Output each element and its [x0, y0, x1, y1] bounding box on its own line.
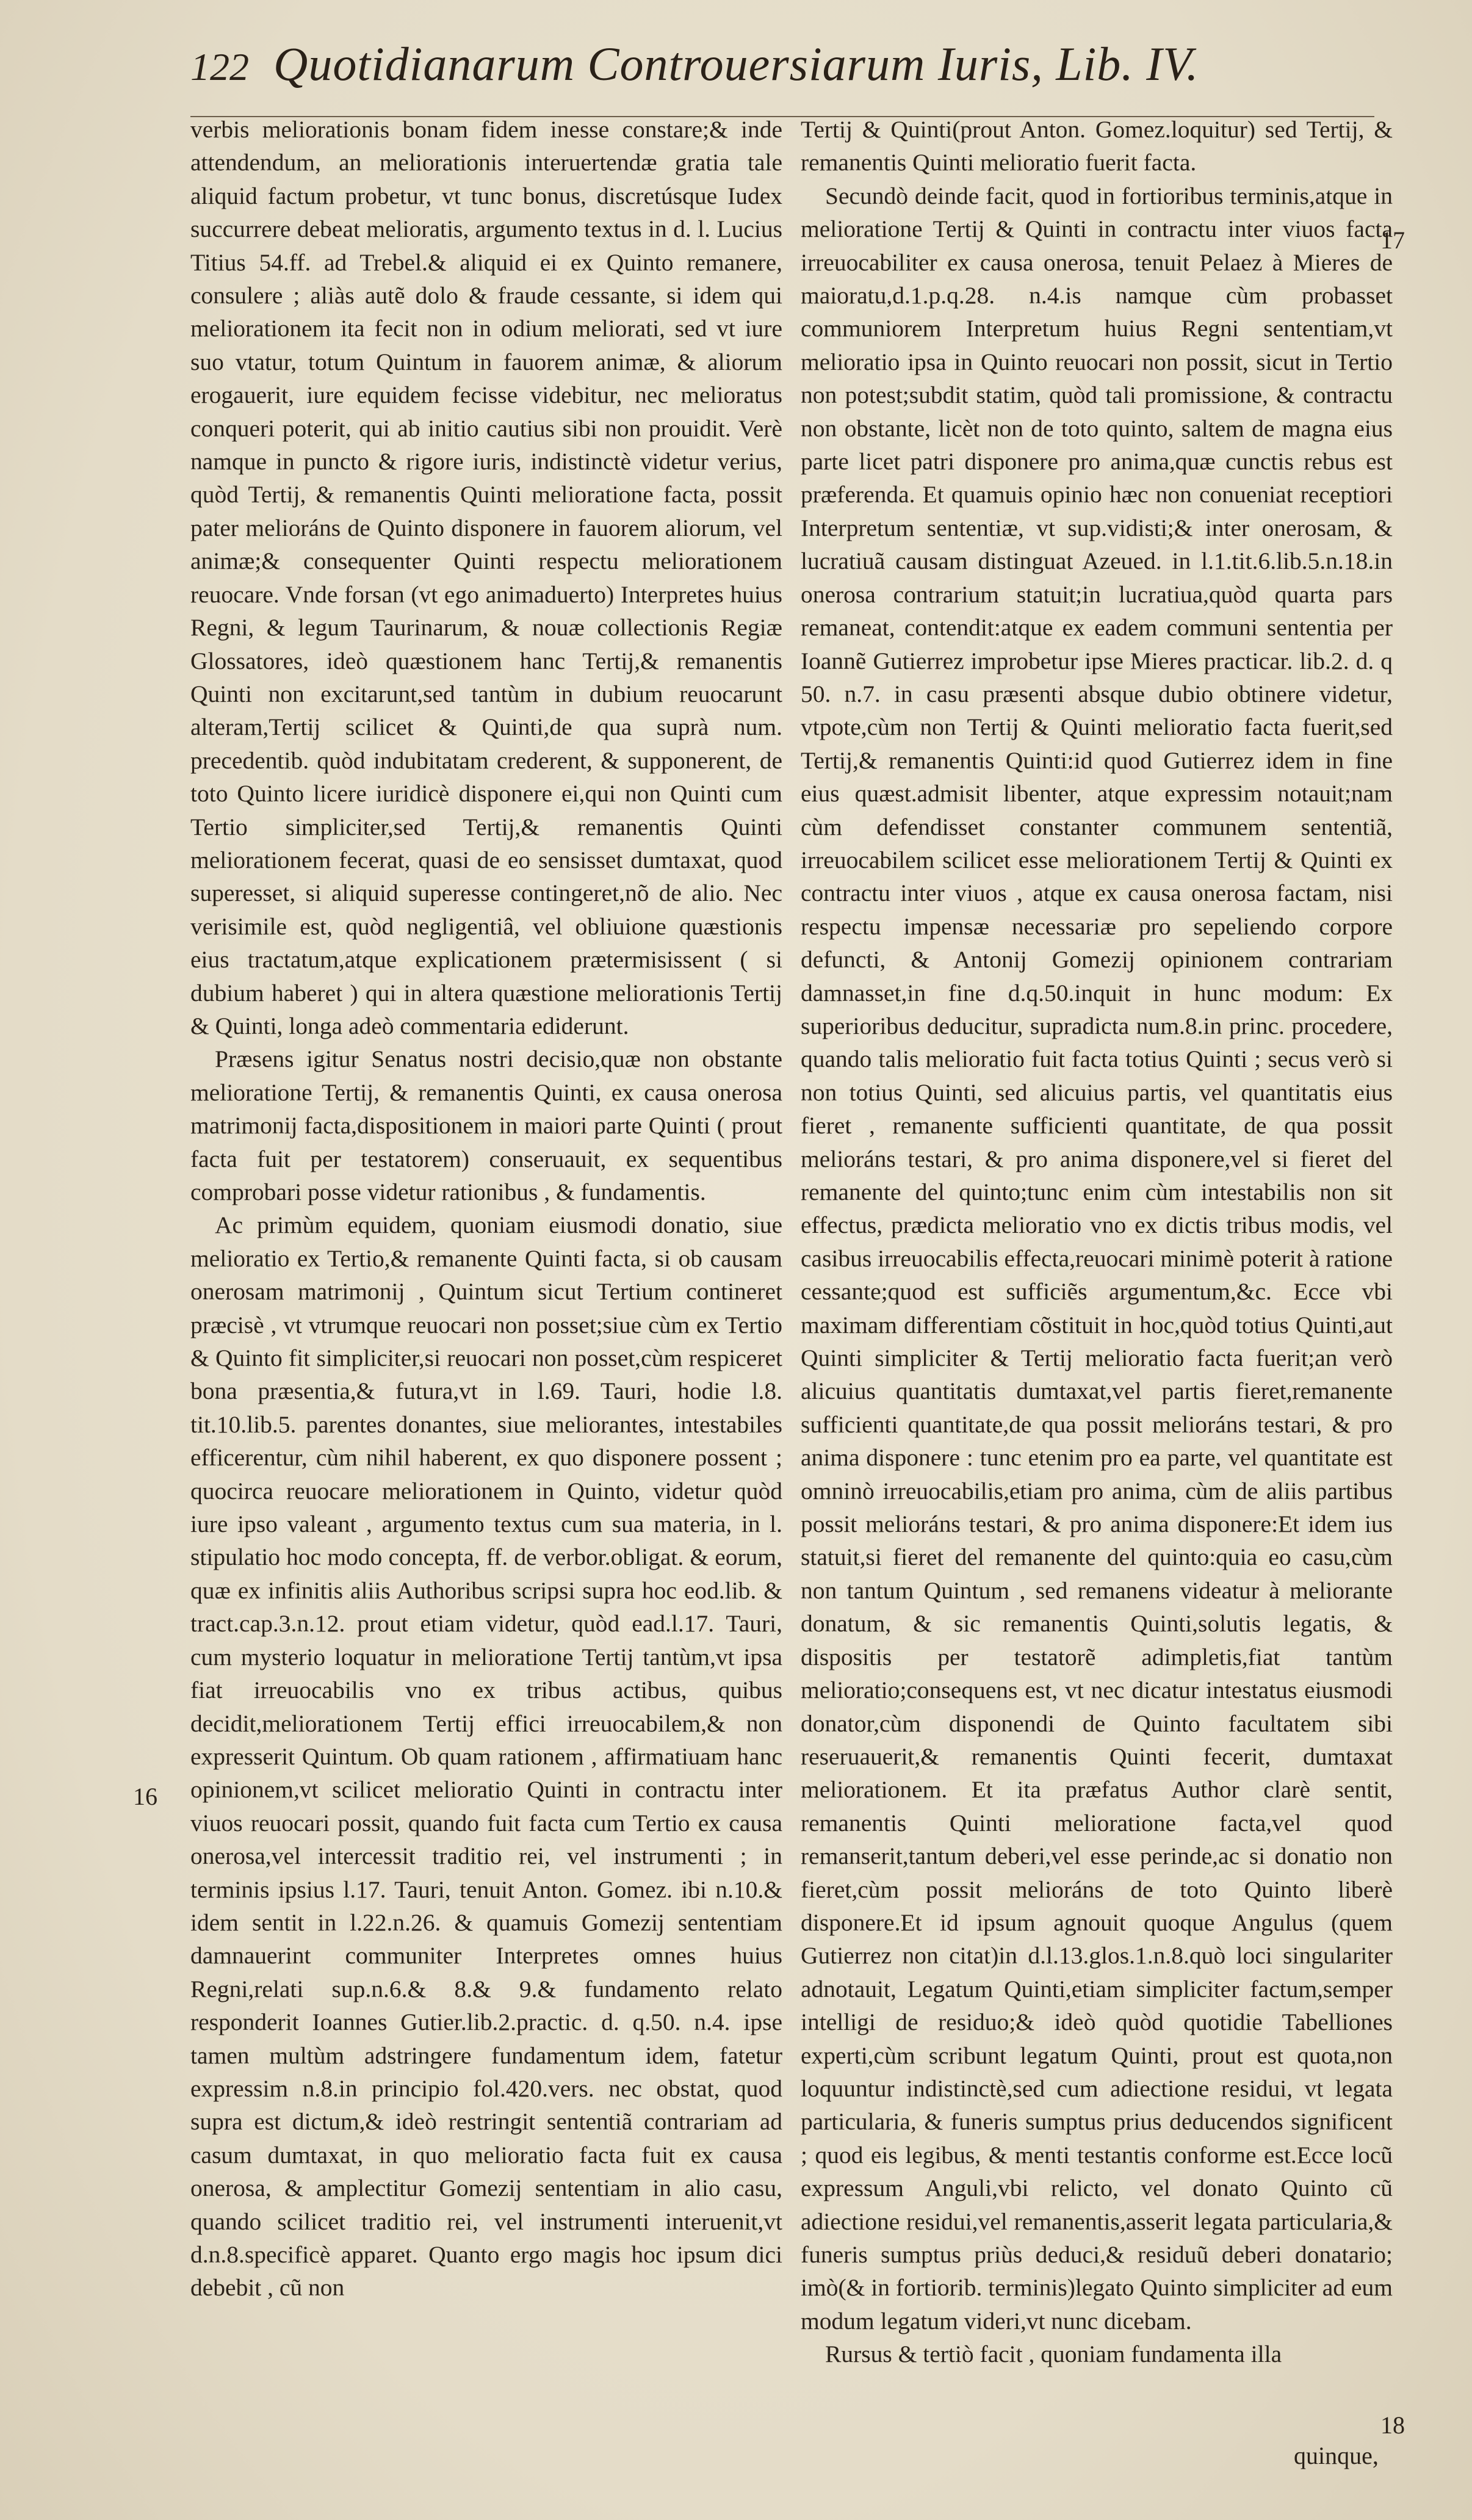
right-column: [801, 113, 1393, 2371]
margin-note-16: 16: [133, 1783, 157, 1810]
margin-note-17: 17: [1380, 226, 1405, 254]
running-title: Quotidianarum Controuersiarum Iuris, Lib. IV.: [273, 37, 1199, 90]
page-header: [190, 37, 1374, 117]
left-column: [190, 113, 782, 2305]
left-paragraph-3: Ac primùm equidem, quoniam eiusmodi donatio, siue melioratio ex Tertio,& remanente Quinti facta, si ob causam onerosam matrimonij , Quintum sicut Tertium contineret præcisè , vt vtrumque reuocari non posset;siue cùm ex Tertio & Quinto fit simpliciter,si reuocari non posset,cùm respiceret bona præsentia,& futura,vt in l.69. Tauri, hodie l.8. tit.10.lib.5. parentes donantes, siue meliorantes, intestabiles efficerentur, cùm nihil haberent, ex quo disponere possent ; quocirca reuocare meliorationem in Quinto, videtur quòd iure ipso valeant , argumento textus cum sua materia, in l. stipulatio hoc modo concepta, ff. de verbor.obligat. & eorum, quæ ex infinitis aliis Authoribus scripsi supra hoc eod.lib. & tract.cap.3.n.12. prout etiam videtur, quòd ead.l.17. Tauri, cum mysterio loquatur in melioratione Tertij tantùm,vt ipsa fiat irreuocabilis vno ex tribus actibus, quibus decidit,meliorationem Tertij effici irreuocabilem,& non expresserit Quintum. Ob quam rationem , affirmatiuam hanc opinionem,vt scilicet melioratio Quinti in contractu inter viuos reuocari possit, quando fuit facta cum Tertio ex causa onerosa,vel intercessit traditio rei, vel instrumenti ; in terminis ipsius l.17. Tauri, tenuit Anton. Gomez. ibi n.10.& idem sentit in l.22.n.26. & quamuis Gomezij sententiam damnauerint communiter Interpretes omnes huius Regni,relati sup.n.6.& 8.& 9.& fundamento relato responderit Ioannes Gutier.lib.2.practic. d. q.50. n.4. ipse tamen multùm adstringere fundamentum idem, fatetur expressim n.8.in principio fol.420.vers. nec obstat, quod supra est dictum,& ideò restringit sententiã contrariam ad casum dumtaxat, in quo melioratio facta fuit ex causa onerosa, & amplectitur Gomezij sententiam in alio casu, quando scilicet traditio rei, vel instrumenti interuenit,vt d.n.8.specificè apparet. Quanto ergo magis hoc ipsum dici debebit , cũ non: [190, 1211, 782, 2302]
right-paragraph-3: Rursus & tertiò facit , quoniam fundamenta illa: [825, 2341, 1282, 2368]
margin-note-18: 18: [1380, 2411, 1405, 2439]
left-paragraph-1: verbis meliorationis bonam fidem inesse constare;& inde attendendum, an meliorationis interuertendæ gratia tale aliquid factum probetur, vt tunc bonus, discretúsque Iudex succurrere debeat melioratis, argumento textus in d. l. Lucius Titius 54.ff. ad Trebel.& aliquid ei ex Quinto remanere, consulere ; aliàs autẽ dolo & fraude cessante, si idem qui meliorationem ita fecit non in odium meliorati, sed vt iure suo vtatur, totum Quintum in fauorem animæ, & aliorum erogauerit, iure equidem fecisse videbitur, nec melioratus conqueri poterit, qui ab initio cautius sibi non prouidit. Verè namque in puncto & rigore iuris, indistinctè videtur verius, quòd Tertij, & remanentis Quinti melioratione facta, possit pater melioráns de Quinto disponere in fauorem aliorum, vel animæ;& consequenter Quinti respectu meliorationem reuocare. Vnde forsan (vt ego animaduerto) Interpretes huius Regni, & legum Taurinarum, & nouæ collectionis Regiæ Glossatores, ideò quæstionem hanc Tertij,& remanentis Quinti non excitarunt,sed tantùm in dubium reuocarunt alteram,Tertij scilicet & Quinti,de qua suprà num. precedentib. quòd indubitatam crederent, & supponerent, de toto Quinto licere iuridicè disponere ei,qui non Quinti cum Tertio simpliciter,sed Tertij,& remanentis Quinti meliorationem fecerat, quasi de eo sensisset dumtaxat, quod superesset, si aliquid superesse contingeret,nõ de alio. Nec verisimile est, quòd negligentiâ, vel obliuione quæstionis eius tractatum,atque explicationem prætermisissent ( si dubium haberet ) qui in altera quæstione meliorationis Tertij & Quinti, longa adeò commentaria ediderunt.: [190, 116, 782, 1039]
right-paragraph-1: Tertij & Quinti(prout Anton. Gomez.loquitur) sed Tertij, & remanentis Quinti melioratio fuerit facta.: [801, 116, 1393, 176]
catchword: quinque,: [1294, 2442, 1379, 2469]
page-number: 122: [190, 45, 249, 88]
left-paragraph-2: Præsens igitur Senatus nostri decisio,quæ non obstante melioratione Tertij, & remanentis Quinti, ex causa onerosa matrimonij facta,dispositionem in maiori parte Quinti ( prout facta fuit per testatorem) conseruauit, ex sequentibus comprobari posse videtur rationibus , & fundamentis.: [190, 1045, 782, 1205]
right-paragraph-2: Secundò deinde facit, quod in fortioribus terminis,atque in melioratione Tertij & Quinti in contractu inter viuos facta irreuocabiliter ex causa onerosa, tenuit Pelaez à Mieres de maioratu,d.1.p.q.28. n.4.is namque cùm probasset communiorem Interpretum huius Regni sententiam,vt melioratio ipsa in Quinto reuocari non possit, sicut in Tertio non potest;subdit statim, quòd tali promissione, & contractu non obstante, licèt non de toto quinto, saltem de magna eius parte licet patri disponere pro anima,quæ cunctis rebus est præferenda. Et quamuis opinio hæc non conueniat receptiori Interpretum sententiæ, vt sup.vidisti;& inter onerosam, & lucratiuã causam distinguat Azeued. in l.1.tit.6.lib.5.n.18.in onerosa contrarium statuit;in lucratiua,quòd quarta pars remaneat, contendit:atque ex eadem communi sententia per Ioannẽ Gutierrez improbetur ipse Mieres practicar. lib.2. d. q 50. n.7. in casu præsenti absque dubio obtinere videtur, vtpote,cùm non Tertij & Quinti melioratio facta fuerit,sed Tertij,& remanentis Quinti:id quod Gutierrez idem in fine eius quæst.admisit libenter, atque expressim notauit;nam cùm defendisset constanter communem sententiã, irreuocabilem scilicet esse meliorationem Tertij & Quinti ex contractu inter viuos , atque ex causa onerosa factam, nisi respectu impensæ necessariæ pro sepeliendo corpore defuncti, & Antonij Gomezij opinionem contrariam damnasset,in fine d.q.50.inquit in hunc modum: Ex superioribus deducitur, supradicta num.8.in princ. procedere, quando talis melioratio fuit facta totius Quinti ; secus verò si non totius Quinti, sed alicuius partis, vel quantitatis eius fieret , remanente sufficienti quantitate, de qua possit melioráns testari, & pro anima disponere,vel si fieret del remanente del quinto;tunc enim cùm intestabilis non sit effectus, prædicta melioratio vno ex dictis tribus modis, vel casibus irreuocabilis effecta,reuocari minimè poterit à ratione cessante;quod est sufficiẽs argumentum,&c. Ecce vbi maximam differentiam cõstituit in hoc,quòd totius Quinti,aut Quinti simpliciter & Tertij melioratio facta fuerit;an verò alicuius quantitatis dumtaxat,vel partis fieret,remanente sufficienti quantitate,de qua possit melioráns testari, & pro anima disponere : tunc etenim pro ea parte, vel quantitate est omninò irreuocabilis,etiam pro anima, cùm de aliis partibus possit melioráns testari, & pro anima disponere:Et idem ius statuit,si fieret del remanente del quinto:quia eo casu,cùm non tantum Quintum , sed remanens videatur à meliorante donatum, & sic remanentis Quinti,solutis legatis, & dispositis per testatorẽ adimpletis,fiat tantùm melioratio;consequens est, vt nec dicatur intestatus eiusmodi donator,cùm disponendi de Quinto facultatem sibi reseruauerit,& remanentis Quinti fecerit, dumtaxat meliorationem. Et ita præfatus Author clarè sentit, remanentis Quinti melioratione facta,vel quod remanserit,tantum deberi,vel esse perinde,ac si donatio non fieret,cùm possit melioráns de toto Quinto liberè disponere.Et id ipsum agnouit quoque Angulus (quem Gutierrez non citat)in d.l.13.glos.1.n.8.quò loci singulariter adnotauit, Legatum Quinti,etiam simpliciter factum,semper intelligi de residuo;& ideò quòd quotidie Tabelliones experti,cùm scribunt legatum Quinti, prout est quota,non loquuntur indistinctè,sed cum adiectione residui, vt legata particularia, & funeris sumptus prius deducendos significent ; quod eis legibus, & menti testantis conforme est.Ecce locũ expressum Anguli,vbi relicto, vel donato Quinto cũ adiectione residui,vel remanentis,asserit legata particularia,& funeris sumptus priùs deduci,& residuũ deberi donatario; imò(& in fortiorib. terminis)legato Quinto simpliciter ad eum modum legatum videri,vt nunc dicebam.: [801, 182, 1393, 2334]
